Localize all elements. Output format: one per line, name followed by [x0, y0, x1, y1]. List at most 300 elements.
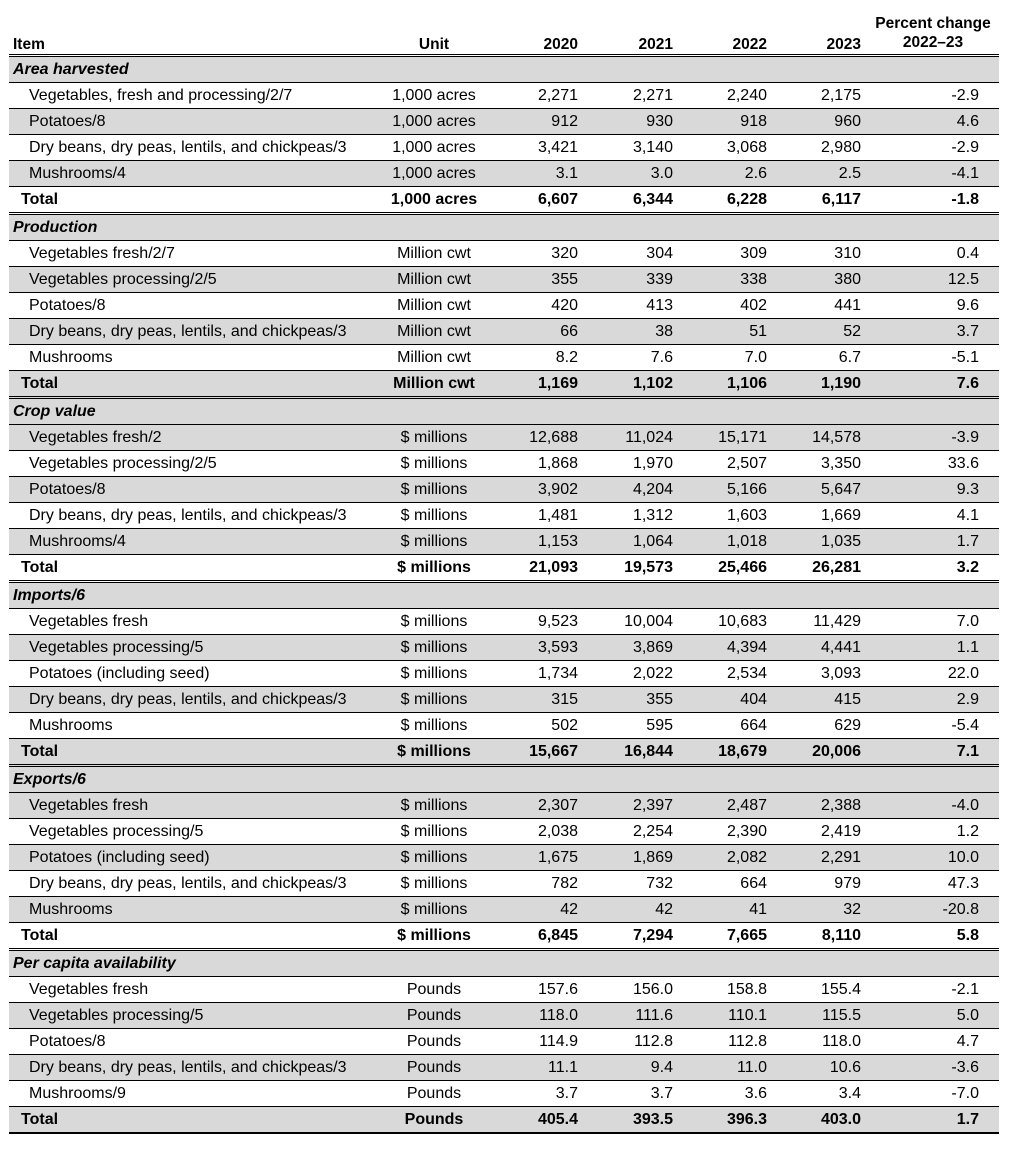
section-header-row	[9, 582, 999, 609]
row-unit: Million cwt	[374, 345, 494, 371]
row-value-2020: 1,169	[494, 371, 584, 398]
row-value-2023: 1,669	[773, 503, 867, 529]
row-unit: $ millions	[374, 503, 494, 529]
table-row	[9, 1055, 999, 1081]
table-row	[9, 713, 999, 739]
row-value-2023: 3.4	[773, 1081, 867, 1107]
row-percent-change: 7.6	[867, 371, 999, 398]
row-value-2023: 2,980	[773, 135, 867, 161]
row-item-label: Dry beans, dry peas, lentils, and chickpeas/3	[9, 687, 374, 713]
header-percent-change-label: Percent change	[875, 15, 991, 32]
header-year-2023: 2023	[773, 8, 867, 56]
row-value-2022: 51	[679, 319, 773, 345]
row-value-2022: 15,171	[679, 425, 773, 451]
row-value-2021: 1,312	[584, 503, 679, 529]
row-value-2022: 3.6	[679, 1081, 773, 1107]
row-value-2021: 2,022	[584, 661, 679, 687]
row-item-label: Vegetables processing/2/5	[9, 267, 374, 293]
row-value-2023: 2,419	[773, 819, 867, 845]
row-value-2020: 2,307	[494, 793, 584, 819]
row-value-2020: 1,734	[494, 661, 584, 687]
row-value-2023: 629	[773, 713, 867, 739]
row-unit: $ millions	[374, 819, 494, 845]
row-value-2021: 1,102	[584, 371, 679, 398]
row-value-2020: 9,523	[494, 609, 584, 635]
row-percent-change: 7.1	[867, 739, 999, 766]
row-value-2021: 7,294	[584, 923, 679, 950]
row-value-2021: 3,140	[584, 135, 679, 161]
row-value-2023: 2,388	[773, 793, 867, 819]
row-unit: $ millions	[374, 793, 494, 819]
row-item-label: Total	[9, 555, 374, 582]
row-value-2023: 10.6	[773, 1055, 867, 1081]
row-percent-change: -7.0	[867, 1081, 999, 1107]
row-unit: 1,000 acres	[374, 109, 494, 135]
row-value-2023: 2,291	[773, 845, 867, 871]
row-value-2022: 664	[679, 713, 773, 739]
row-item-label: Dry beans, dry peas, lentils, and chickpeas/3	[9, 871, 374, 897]
row-item-label: Vegetables fresh/2/7	[9, 241, 374, 267]
row-value-2022: 18,679	[679, 739, 773, 766]
row-item-label: Mushrooms	[9, 345, 374, 371]
row-item-label: Mushrooms	[9, 897, 374, 923]
section-header-row	[9, 950, 999, 977]
row-percent-change: -3.9	[867, 425, 999, 451]
table-row	[9, 319, 999, 345]
row-value-2020: 3,421	[494, 135, 584, 161]
row-percent-change: -4.1	[867, 161, 999, 187]
row-value-2022: 4,394	[679, 635, 773, 661]
row-value-2023: 6.7	[773, 345, 867, 371]
row-value-2021: 38	[584, 319, 679, 345]
section-title: Imports/6	[9, 582, 999, 609]
row-percent-change: -4.0	[867, 793, 999, 819]
row-value-2020: 3.7	[494, 1081, 584, 1107]
row-value-2021: 42	[584, 897, 679, 923]
section-header-row	[9, 398, 999, 425]
row-value-2020: 1,153	[494, 529, 584, 555]
row-percent-change: -5.1	[867, 345, 999, 371]
total-row	[9, 739, 999, 766]
row-value-2023: 32	[773, 897, 867, 923]
row-unit: $ millions	[374, 713, 494, 739]
row-unit: Million cwt	[374, 371, 494, 398]
row-item-label: Potatoes (including seed)	[9, 845, 374, 871]
row-value-2020: 2,038	[494, 819, 584, 845]
row-unit: $ millions	[374, 529, 494, 555]
row-unit: Million cwt	[374, 267, 494, 293]
table-row	[9, 1003, 999, 1029]
row-percent-change: 10.0	[867, 845, 999, 871]
row-value-2020: 118.0	[494, 1003, 584, 1029]
row-value-2023: 1,190	[773, 371, 867, 398]
row-value-2023: 115.5	[773, 1003, 867, 1029]
row-value-2022: 158.8	[679, 977, 773, 1003]
row-value-2021: 3.0	[584, 161, 679, 187]
row-value-2022: 2,082	[679, 845, 773, 871]
row-value-2022: 3,068	[679, 135, 773, 161]
table-row	[9, 345, 999, 371]
row-unit: Pounds	[374, 977, 494, 1003]
row-unit: $ millions	[374, 635, 494, 661]
row-item-label: Potatoes/8	[9, 109, 374, 135]
row-unit: $ millions	[374, 425, 494, 451]
table-row	[9, 661, 999, 687]
header-unit: Unit	[374, 8, 494, 56]
row-value-2023: 14,578	[773, 425, 867, 451]
row-percent-change: 4.6	[867, 109, 999, 135]
row-value-2022: 5,166	[679, 477, 773, 503]
row-item-label: Total	[9, 739, 374, 766]
row-value-2021: 595	[584, 713, 679, 739]
row-unit: $ millions	[374, 845, 494, 871]
table-row	[9, 477, 999, 503]
row-percent-change: 2.9	[867, 687, 999, 713]
row-value-2023: 4,441	[773, 635, 867, 661]
row-item-label: Potatoes/8	[9, 1029, 374, 1055]
row-value-2022: 10,683	[679, 609, 773, 635]
row-item-label: Potatoes/8	[9, 293, 374, 319]
table-row	[9, 425, 999, 451]
row-value-2022: 664	[679, 871, 773, 897]
row-value-2020: 157.6	[494, 977, 584, 1003]
section-title: Production	[9, 214, 999, 241]
row-item-label: Vegetables fresh	[9, 609, 374, 635]
row-value-2021: 1,970	[584, 451, 679, 477]
row-percent-change: -2.1	[867, 977, 999, 1003]
row-value-2021: 339	[584, 267, 679, 293]
row-unit: $ millions	[374, 739, 494, 766]
table-row	[9, 293, 999, 319]
row-value-2022: 1,018	[679, 529, 773, 555]
row-unit: $ millions	[374, 897, 494, 923]
row-value-2020: 6,607	[494, 187, 584, 214]
table-row	[9, 793, 999, 819]
row-value-2020: 6,845	[494, 923, 584, 950]
header-item: Item	[9, 8, 374, 56]
row-value-2023: 5,647	[773, 477, 867, 503]
row-value-2022: 112.8	[679, 1029, 773, 1055]
row-value-2023: 403.0	[773, 1107, 867, 1134]
row-value-2023: 441	[773, 293, 867, 319]
row-value-2021: 2,271	[584, 83, 679, 109]
row-value-2023: 20,006	[773, 739, 867, 766]
row-value-2022: 918	[679, 109, 773, 135]
row-value-2023: 8,110	[773, 923, 867, 950]
row-item-label: Vegetables processing/5	[9, 635, 374, 661]
table-row	[9, 267, 999, 293]
row-percent-change: 1.2	[867, 819, 999, 845]
section-title: Exports/6	[9, 766, 999, 793]
row-value-2021: 156.0	[584, 977, 679, 1003]
row-value-2022: 11.0	[679, 1055, 773, 1081]
row-value-2022: 404	[679, 687, 773, 713]
row-unit: $ millions	[374, 451, 494, 477]
row-item-label: Mushrooms	[9, 713, 374, 739]
row-value-2020: 782	[494, 871, 584, 897]
row-item-label: Total	[9, 371, 374, 398]
section-title: Crop value	[9, 398, 999, 425]
row-percent-change: 0.4	[867, 241, 999, 267]
row-value-2021: 3,869	[584, 635, 679, 661]
row-value-2021: 112.8	[584, 1029, 679, 1055]
total-row	[9, 555, 999, 582]
row-percent-change: 4.1	[867, 503, 999, 529]
row-item-label: Vegetables fresh	[9, 793, 374, 819]
row-unit: 1,000 acres	[374, 187, 494, 214]
row-value-2022: 2,390	[679, 819, 773, 845]
row-value-2021: 111.6	[584, 1003, 679, 1029]
table-row	[9, 83, 999, 109]
table-row	[9, 819, 999, 845]
row-value-2023: 6,117	[773, 187, 867, 214]
row-item-label: Total	[9, 923, 374, 950]
table-row	[9, 503, 999, 529]
row-value-2022: 7,665	[679, 923, 773, 950]
section-header-row	[9, 766, 999, 793]
row-value-2021: 732	[584, 871, 679, 897]
row-value-2021: 3.7	[584, 1081, 679, 1107]
row-value-2022: 2.6	[679, 161, 773, 187]
row-percent-change: -2.9	[867, 135, 999, 161]
section-header-row	[9, 56, 999, 83]
table-row	[9, 897, 999, 923]
row-unit: Pounds	[374, 1081, 494, 1107]
header-percent-change	[867, 8, 999, 56]
row-value-2023: 3,350	[773, 451, 867, 477]
row-value-2021: 2,397	[584, 793, 679, 819]
row-value-2020: 11.1	[494, 1055, 584, 1081]
row-value-2020: 1,868	[494, 451, 584, 477]
section-title: Area harvested	[9, 56, 999, 83]
section-title: Per capita availability	[9, 950, 999, 977]
row-percent-change: 12.5	[867, 267, 999, 293]
row-value-2022: 1,106	[679, 371, 773, 398]
row-unit: $ millions	[374, 871, 494, 897]
row-value-2021: 16,844	[584, 739, 679, 766]
row-value-2021: 9.4	[584, 1055, 679, 1081]
row-value-2023: 26,281	[773, 555, 867, 582]
row-item-label: Vegetables processing/5	[9, 819, 374, 845]
row-percent-change: 22.0	[867, 661, 999, 687]
row-value-2021: 10,004	[584, 609, 679, 635]
row-item-label: Dry beans, dry peas, lentils, and chickpeas/3	[9, 319, 374, 345]
row-unit: $ millions	[374, 609, 494, 635]
row-value-2022: 2,240	[679, 83, 773, 109]
row-value-2021: 393.5	[584, 1107, 679, 1134]
row-item-label: Vegetables fresh	[9, 977, 374, 1003]
row-unit: $ millions	[374, 923, 494, 950]
row-percent-change: -1.8	[867, 187, 999, 214]
row-percent-change: 9.6	[867, 293, 999, 319]
row-percent-change: -3.6	[867, 1055, 999, 1081]
row-unit: $ millions	[374, 661, 494, 687]
row-percent-change: -20.8	[867, 897, 999, 923]
row-value-2021: 1,869	[584, 845, 679, 871]
table-row	[9, 1081, 999, 1107]
row-unit: Million cwt	[374, 241, 494, 267]
row-item-label: Vegetables, fresh and processing/2/7	[9, 83, 374, 109]
row-value-2022: 338	[679, 267, 773, 293]
table-row	[9, 529, 999, 555]
row-unit: Million cwt	[374, 319, 494, 345]
row-value-2020: 3,593	[494, 635, 584, 661]
total-row	[9, 187, 999, 214]
row-unit: Pounds	[374, 1107, 494, 1134]
table-row	[9, 845, 999, 871]
row-value-2020: 1,481	[494, 503, 584, 529]
table-row	[9, 977, 999, 1003]
row-value-2020: 320	[494, 241, 584, 267]
row-percent-change: 1.7	[867, 529, 999, 555]
row-item-label: Dry beans, dry peas, lentils, and chickpeas/3	[9, 1055, 374, 1081]
row-value-2023: 118.0	[773, 1029, 867, 1055]
row-percent-change: 5.8	[867, 923, 999, 950]
row-value-2022: 6,228	[679, 187, 773, 214]
row-item-label: Total	[9, 187, 374, 214]
row-unit: 1,000 acres	[374, 161, 494, 187]
row-percent-change: 1.1	[867, 635, 999, 661]
row-value-2020: 12,688	[494, 425, 584, 451]
row-value-2021: 11,024	[584, 425, 679, 451]
row-value-2023: 1,035	[773, 529, 867, 555]
row-percent-change: 5.0	[867, 1003, 999, 1029]
row-value-2020: 66	[494, 319, 584, 345]
row-value-2023: 155.4	[773, 977, 867, 1003]
row-value-2022: 2,487	[679, 793, 773, 819]
table-row	[9, 241, 999, 267]
row-value-2020: 420	[494, 293, 584, 319]
row-value-2022: 396.3	[679, 1107, 773, 1134]
row-percent-change: 3.7	[867, 319, 999, 345]
row-percent-change: 7.0	[867, 609, 999, 635]
row-value-2021: 6,344	[584, 187, 679, 214]
row-value-2021: 355	[584, 687, 679, 713]
header-year-2020: 2020	[494, 8, 584, 56]
row-percent-change: 47.3	[867, 871, 999, 897]
table-row	[9, 1029, 999, 1055]
row-value-2020: 8.2	[494, 345, 584, 371]
row-value-2023: 979	[773, 871, 867, 897]
row-value-2023: 52	[773, 319, 867, 345]
row-item-label: Vegetables processing/2/5	[9, 451, 374, 477]
row-value-2023: 3,093	[773, 661, 867, 687]
header-percent-change-period: 2022–23	[902, 34, 964, 51]
row-value-2021: 19,573	[584, 555, 679, 582]
row-value-2020: 3.1	[494, 161, 584, 187]
row-percent-change: 33.6	[867, 451, 999, 477]
row-value-2022: 7.0	[679, 345, 773, 371]
row-value-2022: 402	[679, 293, 773, 319]
table-row	[9, 109, 999, 135]
row-value-2021: 413	[584, 293, 679, 319]
row-value-2021: 7.6	[584, 345, 679, 371]
row-item-label: Total	[9, 1107, 374, 1134]
row-value-2020: 502	[494, 713, 584, 739]
row-value-2023: 310	[773, 241, 867, 267]
table-row	[9, 635, 999, 661]
row-percent-change: 4.7	[867, 1029, 999, 1055]
table-body	[9, 56, 999, 1134]
row-value-2023: 415	[773, 687, 867, 713]
row-item-label: Vegetables processing/5	[9, 1003, 374, 1029]
row-value-2020: 114.9	[494, 1029, 584, 1055]
row-value-2023: 11,429	[773, 609, 867, 635]
row-percent-change: -2.9	[867, 83, 999, 109]
row-value-2023: 2.5	[773, 161, 867, 187]
row-unit: Pounds	[374, 1003, 494, 1029]
header-row	[9, 8, 999, 56]
row-unit: Million cwt	[374, 293, 494, 319]
table-row	[9, 871, 999, 897]
row-item-label: Potatoes (including seed)	[9, 661, 374, 687]
row-value-2021: 1,064	[584, 529, 679, 555]
row-value-2022: 41	[679, 897, 773, 923]
row-value-2023: 380	[773, 267, 867, 293]
row-item-label: Mushrooms/4	[9, 161, 374, 187]
row-percent-change: 1.7	[867, 1107, 999, 1134]
total-row	[9, 1107, 999, 1134]
row-percent-change: -5.4	[867, 713, 999, 739]
data-table-container	[9, 8, 999, 1134]
row-value-2020: 2,271	[494, 83, 584, 109]
table-row	[9, 451, 999, 477]
row-unit: 1,000 acres	[374, 83, 494, 109]
row-value-2022: 2,534	[679, 661, 773, 687]
row-value-2020: 912	[494, 109, 584, 135]
row-unit: Pounds	[374, 1055, 494, 1081]
table-row	[9, 687, 999, 713]
row-value-2020: 21,093	[494, 555, 584, 582]
row-value-2022: 309	[679, 241, 773, 267]
row-value-2023: 960	[773, 109, 867, 135]
row-value-2022: 1,603	[679, 503, 773, 529]
row-item-label: Vegetables fresh/2	[9, 425, 374, 451]
row-item-label: Mushrooms/4	[9, 529, 374, 555]
row-value-2020: 42	[494, 897, 584, 923]
row-item-label: Mushrooms/9	[9, 1081, 374, 1107]
row-value-2021: 4,204	[584, 477, 679, 503]
row-value-2020: 1,675	[494, 845, 584, 871]
row-unit: $ millions	[374, 555, 494, 582]
total-row	[9, 371, 999, 398]
row-percent-change: 9.3	[867, 477, 999, 503]
row-value-2021: 930	[584, 109, 679, 135]
row-unit: $ millions	[374, 477, 494, 503]
row-value-2021: 304	[584, 241, 679, 267]
table-row	[9, 161, 999, 187]
row-percent-change: 3.2	[867, 555, 999, 582]
total-row	[9, 923, 999, 950]
row-value-2023: 2,175	[773, 83, 867, 109]
row-value-2020: 315	[494, 687, 584, 713]
row-value-2022: 110.1	[679, 1003, 773, 1029]
row-item-label: Potatoes/8	[9, 477, 374, 503]
row-value-2021: 2,254	[584, 819, 679, 845]
row-value-2020: 355	[494, 267, 584, 293]
section-header-row	[9, 214, 999, 241]
row-value-2020: 3,902	[494, 477, 584, 503]
header-year-2022: 2022	[679, 8, 773, 56]
table-row	[9, 135, 999, 161]
header-year-2021: 2021	[584, 8, 679, 56]
row-unit: 1,000 acres	[374, 135, 494, 161]
vegetables-data-table	[9, 8, 999, 1134]
row-unit: $ millions	[374, 687, 494, 713]
row-item-label: Dry beans, dry peas, lentils, and chickpeas/3	[9, 135, 374, 161]
row-value-2020: 405.4	[494, 1107, 584, 1134]
row-item-label: Dry beans, dry peas, lentils, and chickpeas/3	[9, 503, 374, 529]
